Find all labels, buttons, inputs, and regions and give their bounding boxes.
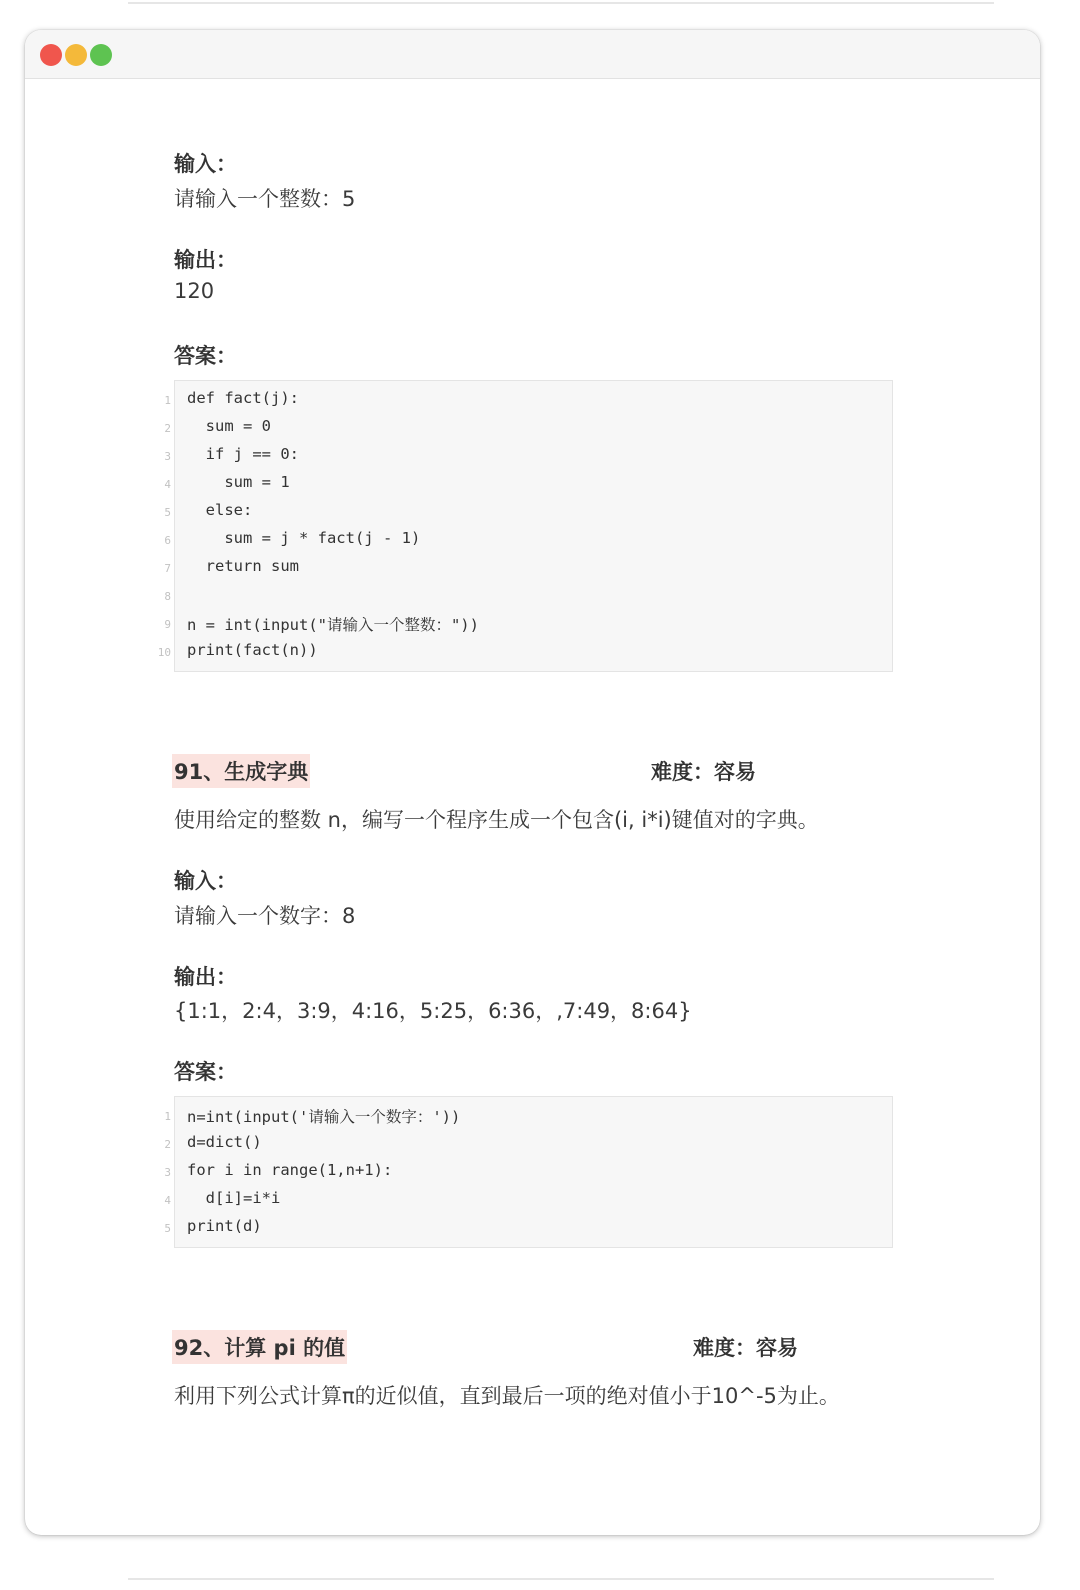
input-label: 输入： bbox=[174, 152, 237, 176]
code-line: def fact(j): bbox=[187, 389, 299, 407]
code-line: d=dict() bbox=[187, 1133, 262, 1151]
input-value: 请输入一个数字：8 bbox=[174, 904, 356, 928]
line-number: 8 bbox=[164, 590, 171, 603]
code-line: n=int(input('请输入一个数字：')) bbox=[187, 1108, 461, 1126]
output-value: {1:1，2:4，3:9，4:16，5:25，6:36，,7:49，8:64} bbox=[174, 999, 692, 1023]
output-label: 输出： bbox=[174, 248, 237, 272]
document-window bbox=[25, 30, 1040, 1535]
difficulty-label: 难度：容易 bbox=[651, 760, 756, 784]
line-number: 3 bbox=[164, 450, 171, 463]
answer-label: 答案： bbox=[174, 344, 237, 368]
answer-label: 答案： bbox=[174, 1060, 237, 1084]
line-number: 5 bbox=[164, 1222, 171, 1235]
input-value: 请输入一个整数：5 bbox=[174, 187, 356, 211]
line-number: 3 bbox=[164, 1166, 171, 1179]
code-line: n = int(input("请输入一个整数：")) bbox=[187, 616, 479, 634]
document-content bbox=[25, 30, 1040, 1535]
code-block[interactable] bbox=[157, 380, 893, 672]
code-line: if j == 0: bbox=[187, 445, 299, 463]
code-line: return sum bbox=[187, 557, 299, 575]
bottom-divider bbox=[128, 1578, 994, 1580]
output-value: 120 bbox=[174, 279, 215, 303]
input-label: 输入： bbox=[174, 869, 237, 893]
code-line: else: bbox=[187, 501, 253, 519]
line-number: 1 bbox=[164, 394, 171, 407]
line-number: 1 bbox=[164, 1110, 171, 1123]
code-line: sum = 0 bbox=[187, 417, 271, 435]
section-description: 利用下列公式计算π的近似值，直到最后一项的绝对值小于10^-5为止。 bbox=[174, 1384, 840, 1408]
line-number: 7 bbox=[164, 562, 171, 575]
code-line: sum = 1 bbox=[187, 473, 290, 491]
line-number: 2 bbox=[164, 422, 171, 435]
top-divider bbox=[128, 2, 994, 4]
section-title: 92、计算 pi 的值 bbox=[172, 1330, 347, 1364]
code-line: sum = j * fact(j - 1) bbox=[187, 529, 421, 547]
code-line: print(d) bbox=[187, 1217, 262, 1235]
code-block[interactable] bbox=[164, 1096, 893, 1248]
line-number: 10 bbox=[157, 646, 171, 659]
line-number: 9 bbox=[164, 618, 171, 631]
code-line: print(fact(n)) bbox=[187, 641, 318, 659]
code-line: d[i]=i*i bbox=[187, 1189, 281, 1207]
difficulty-label: 难度：容易 bbox=[693, 1336, 798, 1360]
line-number: 2 bbox=[164, 1138, 171, 1151]
output-label: 输出： bbox=[174, 965, 237, 989]
line-number: 4 bbox=[164, 1194, 171, 1207]
code-line: for i in range(1,n+1): bbox=[187, 1161, 393, 1179]
line-number: 4 bbox=[164, 478, 171, 491]
section-title: 91、生成字典 bbox=[172, 754, 310, 788]
section-description: 使用给定的整数 n，编写一个程序生成一个包含(i, i*i)键值对的字典。 bbox=[174, 808, 819, 832]
line-number: 6 bbox=[164, 534, 171, 547]
line-number: 5 bbox=[164, 506, 171, 519]
